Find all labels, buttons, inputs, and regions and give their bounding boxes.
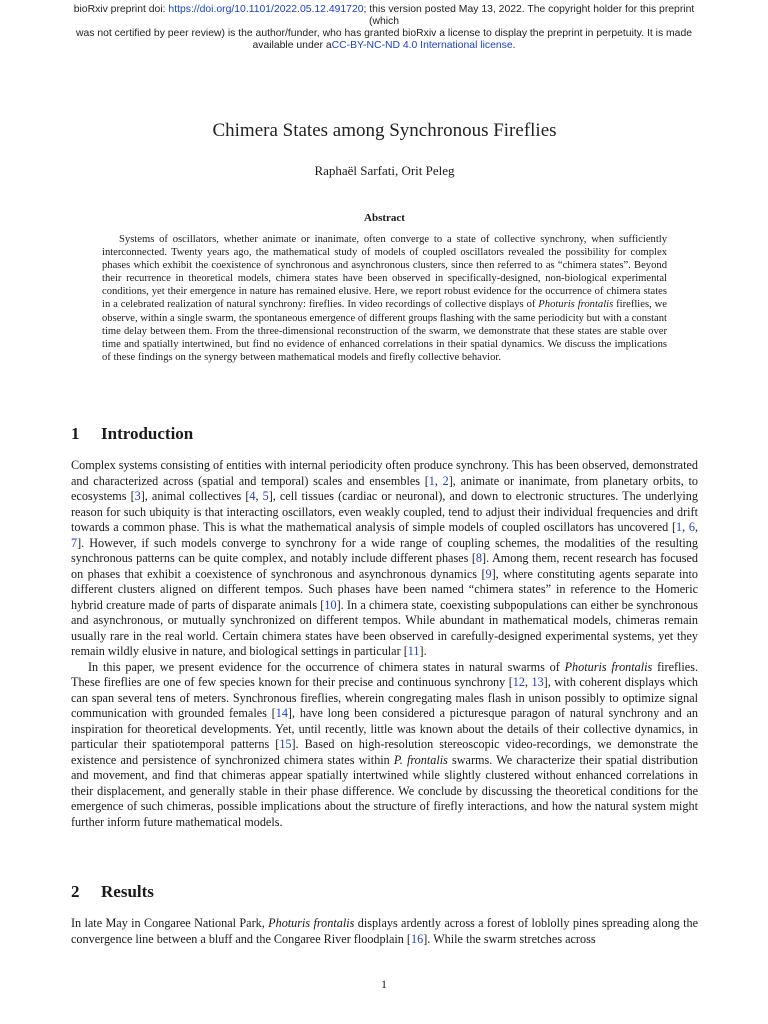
section-title: Introduction: [101, 424, 194, 443]
text-run: ,: [694, 520, 699, 534]
citation-link[interactable]: 12: [512, 675, 525, 689]
paragraph: [71, 458, 698, 660]
citation-link[interactable]: 16: [411, 931, 424, 946]
citation-link[interactable]: 1: [676, 520, 683, 534]
paper-title: Chimera States among Synchronous Fireflies: [212, 120, 557, 141]
section-number: 2: [71, 882, 80, 901]
abstract-heading: Abstract: [364, 212, 405, 224]
banner-text: .: [512, 40, 516, 51]
text-run: ]. Based on high-resolution stereoscopic video-recordings, we demonstrate the existence and persistence of synchronized chimera states within: [71, 737, 698, 767]
text-run: In late May in Congaree National Park,: [71, 916, 269, 930]
text-run: displays ardently across a forest of loblolly pines spreading along the convergence line between a bluff and the Congaree River floodplain [: [71, 916, 699, 946]
doi-link[interactable]: https://doi.org/10.1101/2022.05.12.491720: [168, 4, 364, 15]
text-run: ].: [419, 644, 427, 658]
paper-authors: Raphaël Sarfati, Orit Peleg: [314, 163, 455, 178]
species-name: Photuris frontalis: [538, 299, 614, 311]
banner-line-2: was not certified by peer review) is the author/funder, who has granted bioRxiv a license to display the preprint in perpetuity. It is made: [75, 28, 693, 39]
citation-link[interactable]: 15: [279, 737, 292, 751]
text-run: ,: [524, 675, 532, 689]
abstract-part: fireflies, we observe, within a single swarm, the spontaneous emergence of different groups flashing with the same periodicity but with a constant time delay between them. From the three-dimensional reconstruction of the swarm, we demonstrate that these states are stable over time and spatially intertwined, but find no evidence of enhanced correlations in their spatial dynamics. We discuss the implications of these findings on the synergy between mathematical models and firefly collective behavior.: [102, 299, 667, 363]
page-number: 1: [381, 977, 387, 991]
citation-link[interactable]: 3: [134, 489, 141, 503]
preprint-banner: [60, 4, 708, 52]
citation-link[interactable]: 13: [531, 675, 544, 689]
text-run: ], have long been considered a picturesque paragon of natural synchrony and an inspiration for theoretical developments. Yet, until recently, little was known about the details of their collective dynamics, in particular their spatiotemporal patterns [: [71, 706, 698, 751]
introduction-body: [71, 458, 698, 830]
paragraph: [71, 916, 698, 947]
banner-text: ; this version posted May 13, 2022. The copyright holder for this preprint (which: [363, 4, 695, 27]
abstract-text: [102, 233, 667, 364]
text-run: ]. Among them, recent research has focused on phases that exhibit a coexistence of synchronous and asynchronous dynamics [: [71, 551, 698, 581]
banner-text: available under a: [252, 40, 332, 51]
paragraph: [71, 660, 698, 831]
citation-link[interactable]: 14: [275, 706, 288, 720]
citation-link[interactable]: 5: [262, 489, 269, 503]
text-run: Complex systems consisting of entities with internal periodicity often produce synchrony. This has been observed, demonstrated and characterized across (spatial and temporal) scales and ensembles [: [71, 458, 698, 488]
text-run: ,: [434, 473, 443, 488]
section-number: 1: [71, 424, 80, 443]
banner-line-3: [60, 40, 708, 52]
text-run: ]. However, if such models converge to synchrony for a wide range of coupling schemes, the modalities of the resulting synchronous patterns can be quite complex, and notably include different phases [: [71, 535, 698, 565]
section-heading-introduction: [71, 424, 193, 444]
citation-link[interactable]: 8: [475, 551, 483, 565]
text-run: ], animal collectives [: [140, 489, 250, 503]
section-title: Results: [101, 882, 154, 901]
text-run: ]. In a chimera state, coexisting subpopulations can either be synchronous and asynchronous, or mutually synchronized on different tempos. While abundant in mathematical models, chimeras remain usually rare in the real world. Certain chimera states have been observed in carefully-designed experimental systems, yet they remain wildly elusive in nature, and biological settings in particular [: [71, 597, 698, 658]
species-name: Photuris frontalis: [564, 659, 653, 674]
citation-link[interactable]: 2: [442, 473, 449, 488]
species-name: Photuris frontalis: [268, 916, 355, 930]
species-name: P. frontalis: [393, 752, 448, 767]
citation-link[interactable]: 9: [485, 566, 492, 581]
banner-line-1: [60, 4, 708, 28]
text-run: ], with coherent displays which can span several tens of meters. Synchronous fireflies, wherein congregating males flash in unison possibly to optimize signal communication with grounded females [: [71, 675, 699, 720]
citation-link[interactable]: 6: [688, 520, 695, 534]
citation-link[interactable]: 1: [428, 473, 435, 488]
text-run: swarms. We characterize their spatial distribution and movement, and find that chimeras appear spatially intertwined while slightly clustered without enhanced correlations in their displacement, and generally stable in their phase difference. We conclude by discussing the theoretical conditions for the emergence of such chimeras, possible implications about the structure of firefly interactions, and how the natural system might further inform future mathematical models.: [71, 752, 698, 829]
text-run: ,: [682, 520, 689, 534]
citation-link[interactable]: 10: [324, 597, 337, 612]
citation-link[interactable]: 4: [249, 489, 256, 503]
text-run: ], where constituting agents separate into different clusters aligned on different tempos. Such phases have been named “chimera states” in reference to the Homeric hybrid creature made of parts of disparate animals [: [71, 566, 698, 612]
citation-link[interactable]: 11: [407, 644, 420, 658]
banner-text: bioRxiv preprint doi:: [73, 4, 169, 15]
text-run: ], cell tissues (cardiac or neuronal), and down to electronic structures. The underlying reason for such ubiquity is that interacting oscillators, even weakly coupled, tend to adjust their individual frequencies and drift towards a common phase. This is what the mathematical analysis of simple models of coupled oscillators has uncovered [: [71, 489, 698, 534]
section-heading-results: [71, 882, 154, 902]
text-run: fireflies. These fireflies are one of few species known for their precise and continuous synchrony [: [71, 659, 699, 689]
abstract-part: Systems of oscillators, whether animate or inanimate, often converge to a state of collective synchrony, when sufficiently interconnected. Twenty years ago, the mathematical study of models of coupled oscillators revealed the possibility for complex phases which exhibit the coexistence of synchronous and asynchronous clusters, since then referred to as “chimera states”. Beyond their recurrence in theoretical models, chimera states have been observed in specifically-designed, non-biological experimental conditions, yet their emergence in nature has remained elusive. Here, we report robust evidence for the occurrence of chimera states in a celebrated realization of natural synchrony: fireflies. In video recordings of collective displays of: [102, 234, 667, 311]
text-run: ], animate or inanimate, from planetary orbits, to ecosystems [: [71, 473, 698, 503]
license-link[interactable]: CC-BY-NC-ND 4.0 International license: [331, 40, 513, 51]
text-run: In this paper, we present evidence for the occurrence of chimera states in natural swarms of: [88, 659, 565, 674]
text-run: ]. While the swarm stretches across: [423, 931, 596, 946]
text-run: ,: [255, 489, 263, 503]
citation-link[interactable]: 7: [71, 535, 78, 550]
results-body: [71, 916, 698, 947]
